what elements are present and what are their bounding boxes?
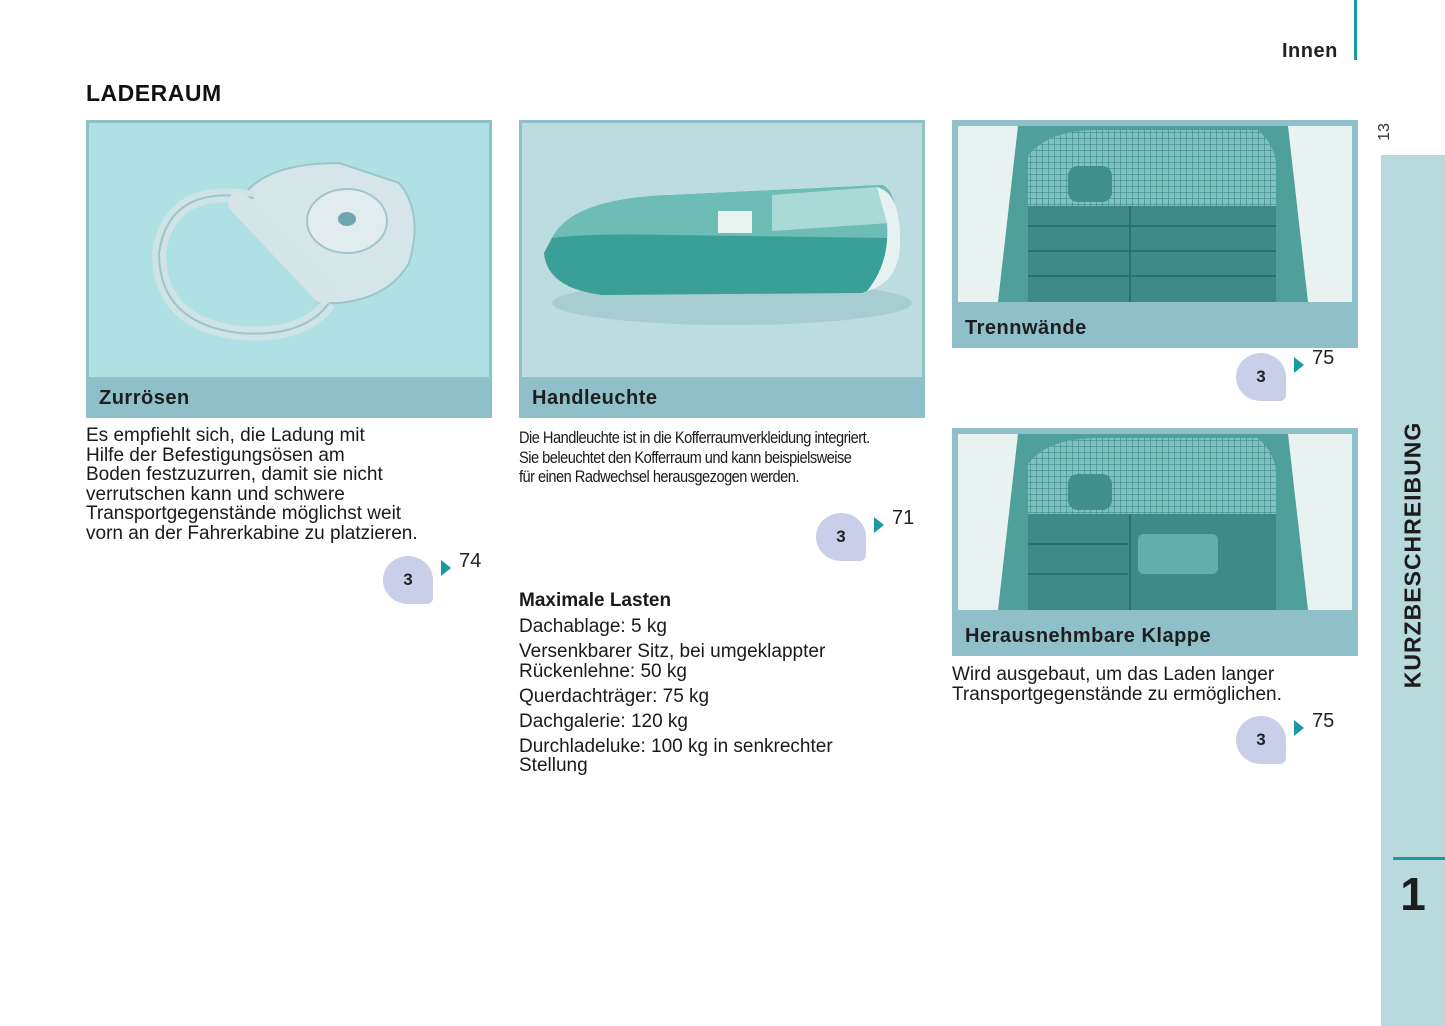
arrow-right-icon — [1294, 357, 1304, 373]
load-item-line: Querdachträger: 75 kg — [519, 685, 710, 707]
load-item — [519, 687, 919, 707]
load-item-line: Dachablage: 5 kg — [519, 616, 667, 637]
card-klappe — [952, 428, 1358, 656]
ref-handleuchte[interactable] — [816, 507, 926, 563]
text-line: Wird ausgebaut, um das Laden langer — [952, 664, 1275, 685]
page-title: LADERAUM — [86, 80, 222, 106]
text-line: Sie beleuchtet den Kofferraum und kann beispielsweise — [519, 447, 852, 467]
arrow-right-icon — [1294, 720, 1304, 736]
ref-page-number: 71 — [892, 507, 915, 529]
page-number: 13 — [1376, 123, 1393, 141]
ref-page-number: 75 — [1312, 347, 1335, 369]
card-caption-handleuchte: Handleuchte — [532, 387, 658, 409]
handleuchte-description — [519, 428, 870, 487]
zurroesen-description — [86, 426, 418, 543]
load-item — [519, 642, 919, 681]
chapter-badge: 3 — [1236, 716, 1286, 764]
text-line: Es empfiehlt sich, die Ladung mit — [86, 425, 365, 446]
card-caption-zurroesen: Zurrösen — [99, 387, 190, 409]
text-line: Die Handleuchte ist in die Kofferraumverkleidung integriert. — [519, 428, 870, 447]
chapter-number: 1 — [1400, 868, 1426, 920]
ref-trennwaende[interactable] — [1236, 347, 1346, 403]
text-line: verrutschen kann und schwere — [86, 483, 345, 505]
partition-illustration — [958, 126, 1352, 302]
hand-lamp-illustration — [522, 123, 922, 377]
ref-klappe[interactable] — [1236, 710, 1346, 766]
load-item-line: Rückenlehne: 50 kg — [519, 660, 687, 682]
card-trennwaende — [952, 120, 1358, 348]
chapter-badge: 3 — [383, 556, 433, 604]
chapter-tab-label: KURZBESCHREIBUNG — [1399, 421, 1426, 689]
text-line: Hilfe der Befestigungsösen am — [86, 444, 345, 466]
card-caption-klappe: Herausnehmbare Klappe — [965, 625, 1212, 647]
load-item-line: Stellung — [519, 755, 588, 776]
load-item-line: Durchladeluke: 100 kg in senkrechter — [519, 735, 833, 757]
text-line: für einen Radwechsel herausgezogen werden. — [519, 467, 799, 486]
load-item — [519, 712, 919, 732]
text-line: Transportgegenstände möglichst weit — [86, 503, 402, 524]
ref-page-number: 74 — [459, 550, 482, 572]
card-zurroesen — [86, 120, 492, 418]
arrow-right-icon — [874, 517, 884, 533]
card-handleuchte — [519, 120, 925, 418]
text-line: vorn an der Fahrerkabine zu platzieren. — [86, 522, 418, 544]
removable-flap-illustration — [958, 434, 1352, 610]
tie-down-ring-illustration — [89, 123, 489, 377]
text-line: Transportgegenstände zu ermöglichen. — [952, 683, 1282, 705]
load-item — [519, 617, 919, 637]
header-rule — [1354, 0, 1357, 60]
load-item — [519, 737, 919, 776]
chapter-tab-rule — [1393, 857, 1445, 860]
load-item-line: Versenkbarer Sitz, bei umgeklappter — [519, 641, 826, 662]
section-label: Innen — [1282, 40, 1338, 62]
text-line: Boden festzuzurren, damit sie nicht — [86, 464, 383, 485]
chapter-badge: 3 — [1236, 353, 1286, 401]
max-loads-section — [519, 590, 919, 781]
card-caption-trennwaende: Trennwände — [965, 317, 1087, 339]
ref-zurroesen[interactable] — [383, 550, 493, 606]
max-loads-title: Maximale Lasten — [519, 590, 672, 611]
klappe-description — [952, 665, 1282, 704]
ref-page-number: 75 — [1312, 710, 1335, 732]
chapter-badge: 3 — [816, 513, 866, 561]
load-item-line: Dachgalerie: 120 kg — [519, 710, 688, 732]
arrow-right-icon — [441, 560, 451, 576]
chapter-side-tab — [1381, 155, 1445, 1026]
